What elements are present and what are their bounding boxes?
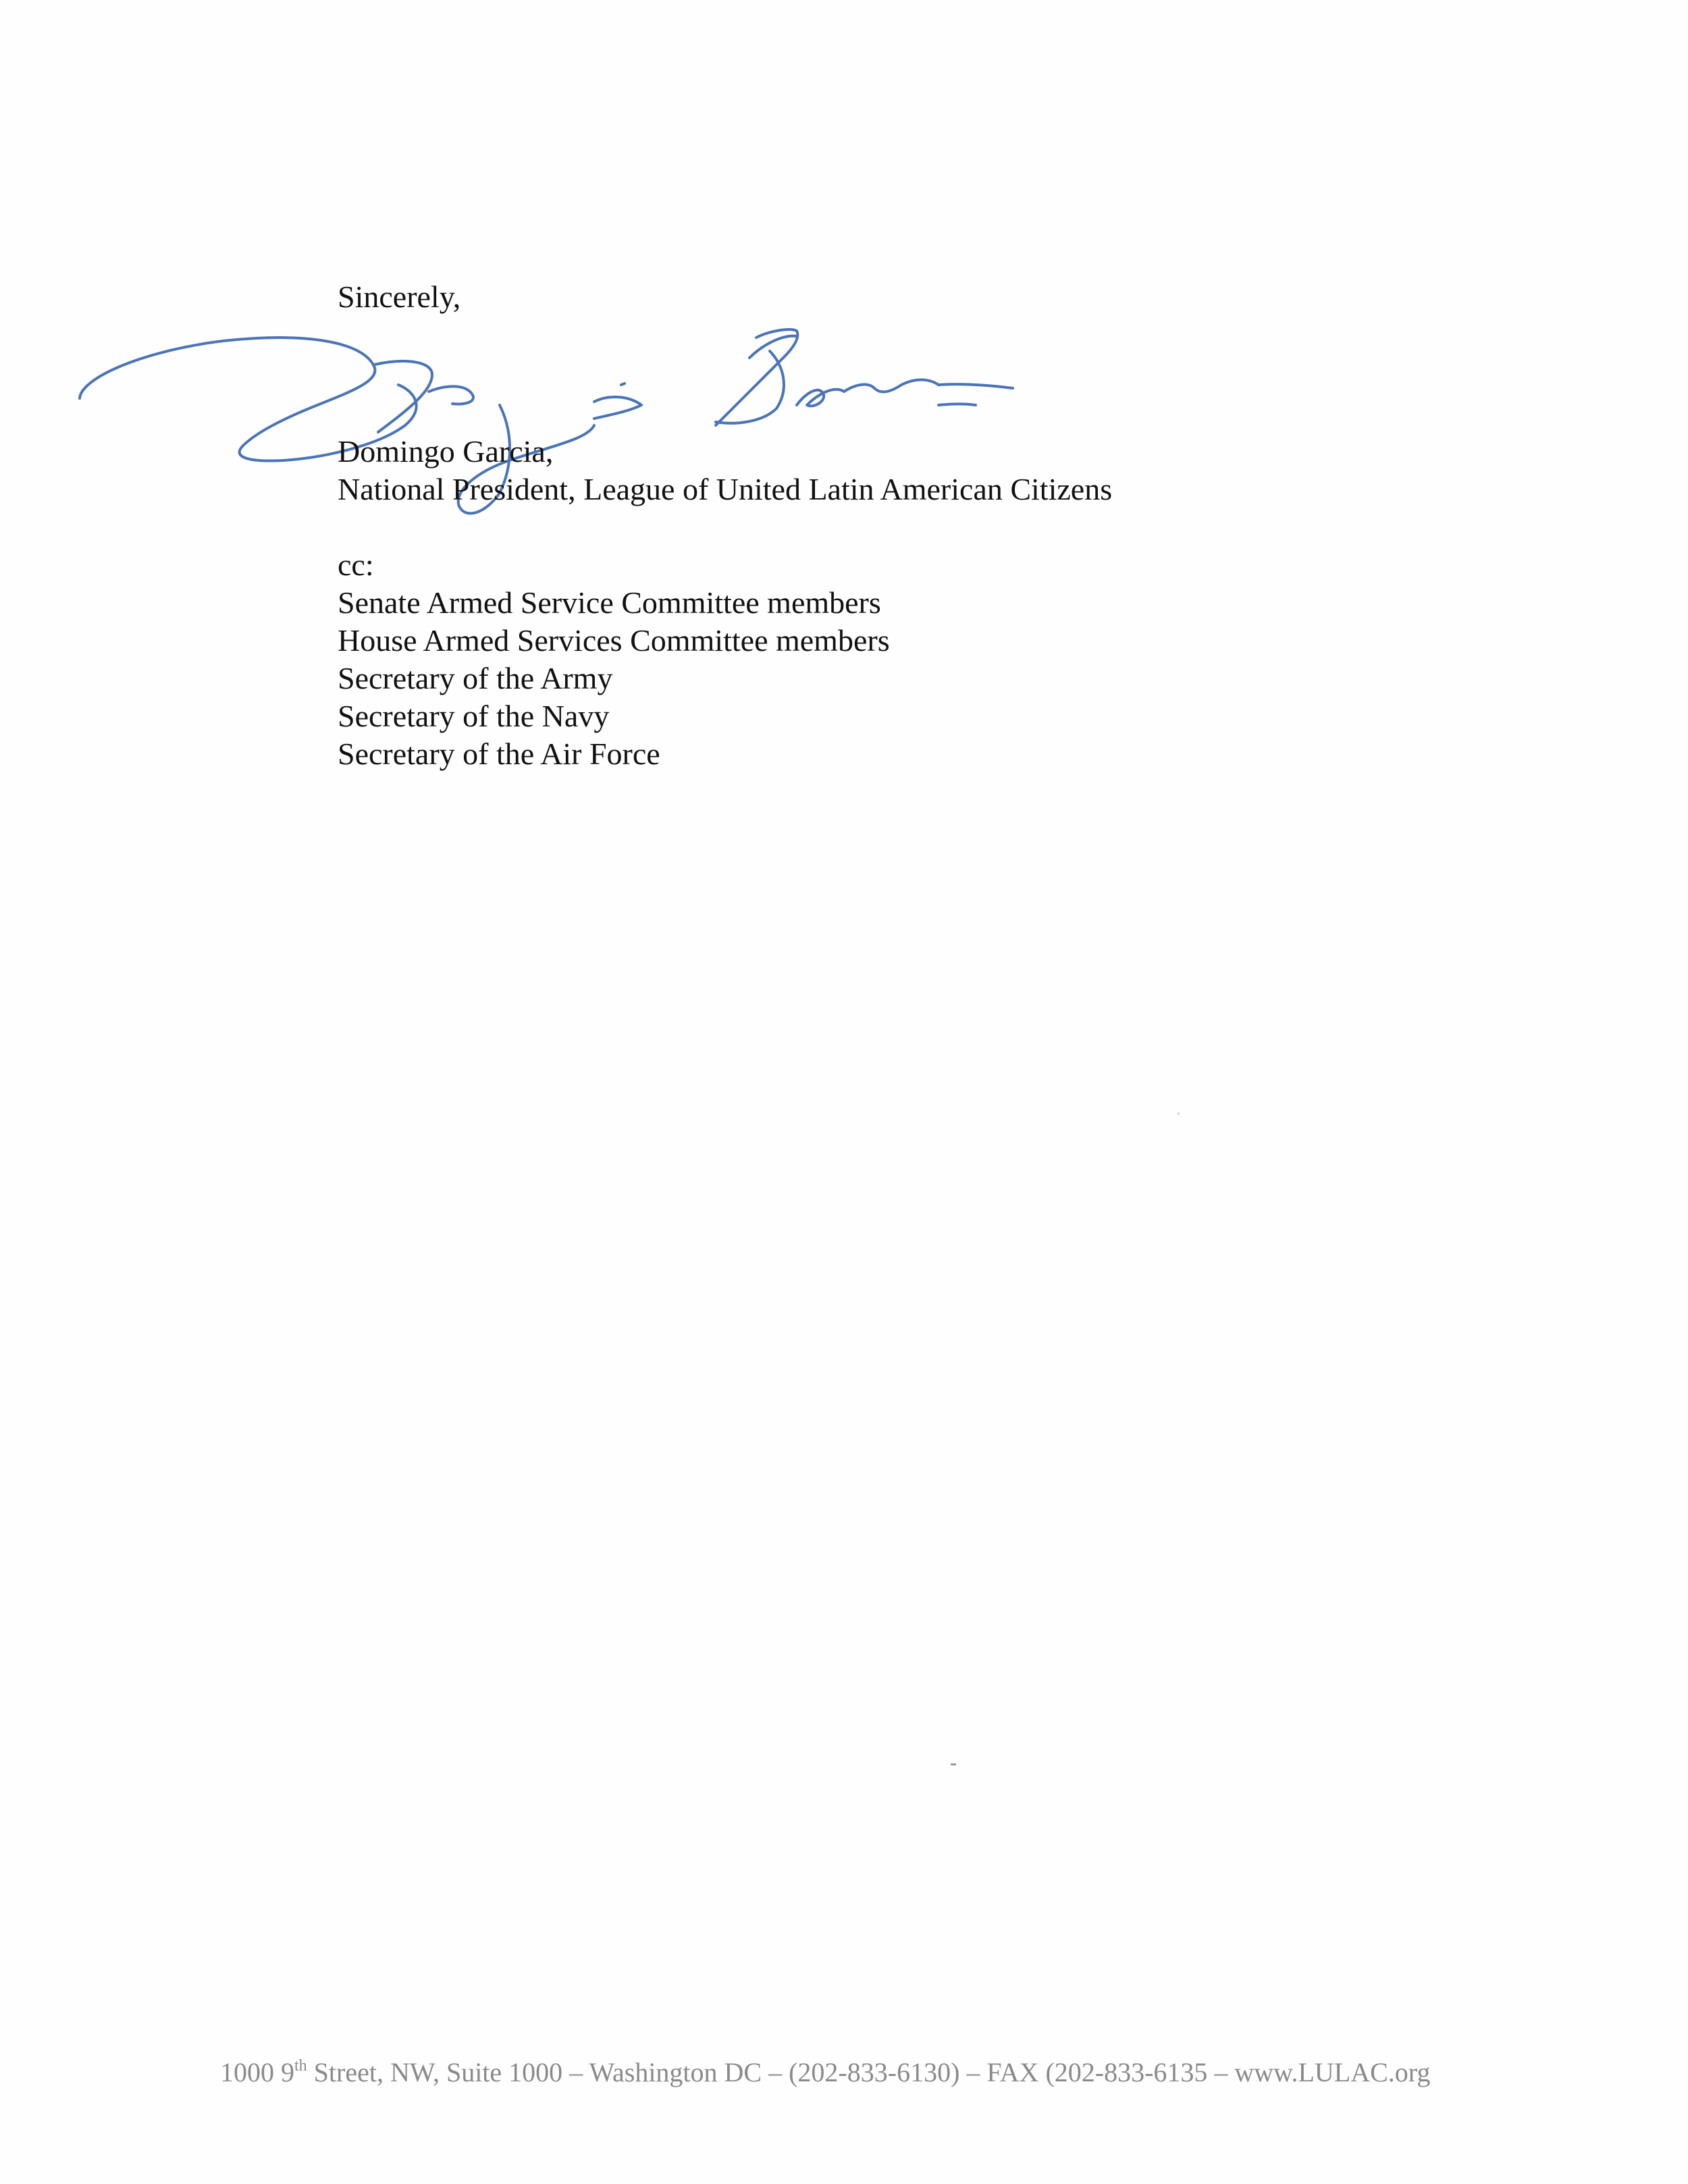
- signer-block: [338, 433, 1112, 508]
- signer-title: National President, League of United Latin American Citizens: [338, 472, 1113, 506]
- cc-recipient: Secretary of the Air Force: [338, 737, 660, 771]
- cc-label: cc:: [338, 548, 374, 582]
- footer-address-rest: Street, NW, Suite 1000 – Washington DC – (202-833-6130) – FAX (202-833-6135 – www.LULAC.org: [307, 2057, 1431, 2087]
- letterhead-footer: [220, 2056, 1430, 2089]
- cc-recipient: Senate Armed Service Committee members: [338, 585, 881, 620]
- scan-speck: [951, 1763, 956, 1765]
- closing-salutation: Sincerely,: [338, 279, 461, 314]
- cc-recipient: Secretary of the Navy: [338, 699, 610, 733]
- cc-recipient: House Armed Services Committee members: [338, 623, 890, 658]
- cc-recipient-list: [338, 584, 890, 773]
- footer-address-superscript: th: [294, 2057, 307, 2075]
- signer-name: Domingo Garcia,: [338, 434, 554, 469]
- scan-speck: [1178, 1113, 1180, 1115]
- footer-address-prefix: 1000 9: [220, 2057, 294, 2087]
- cc-section: [338, 546, 890, 773]
- cc-recipient: Secretary of the Army: [338, 661, 613, 695]
